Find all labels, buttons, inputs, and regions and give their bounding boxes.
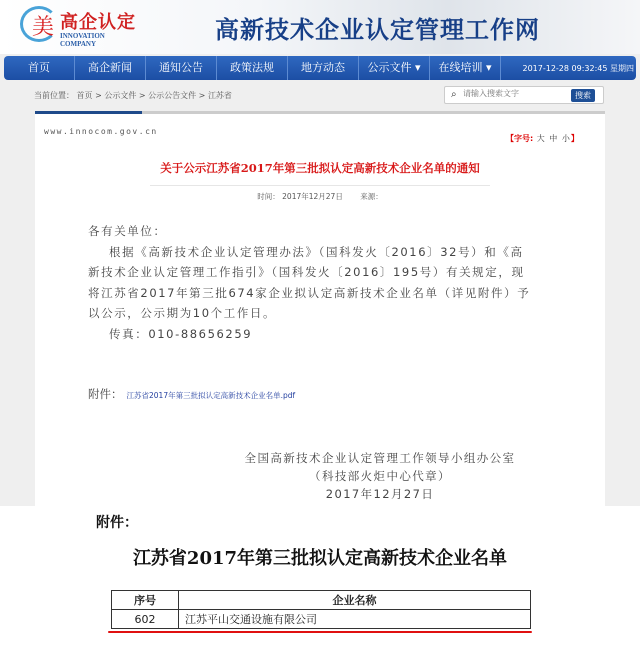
search-button[interactable]: 搜索: [571, 89, 595, 102]
breadcrumb-label: 当前位置：: [34, 91, 74, 100]
attachment-document: [0, 506, 640, 646]
logo-text: 高企认定: [60, 12, 136, 33]
nav-news[interactable]: 高企新闻: [75, 56, 146, 80]
signature-org: 全国高新技术企业认定管理工作领导小组办公室: [244, 451, 516, 465]
panel-top-bar: [35, 111, 605, 114]
nav-notices[interactable]: 通知公告: [146, 56, 217, 80]
logo-glyph-icon: 美: [32, 15, 55, 40]
logo-subtext: INNOVATION COMPANY: [60, 32, 105, 48]
font-size-switcher: [506, 133, 579, 144]
logo[interactable]: [20, 6, 140, 48]
site-header: [0, 0, 640, 54]
company-table: [111, 590, 531, 629]
highlight-underline: [108, 631, 532, 633]
breadcrumb-notice-docs[interactable]: 公示公告文件: [148, 91, 197, 100]
font-size-label: 【字号:: [506, 134, 534, 143]
article-body: 各有关单位： 根据《高新技术企业认定管理办法》（国科发火〔2016〕32号）和《高 新技术企业认定管理工作指引》（国科发火〔2016〕195号）有关规定，现 将江苏省2017年第三批674家企业拟认定高新技术企业名单（详见附件）予 以公示，公示期为10个工作日。 传真：010-88656259: [88, 224, 531, 341]
nav-local[interactable]: 地方动态: [288, 56, 359, 80]
nav-policies[interactable]: 政策法规: [217, 56, 288, 80]
site-url: www.innocom.gov.cn: [44, 127, 158, 136]
article-meta: 时间： 2017年12月27日 来源：: [257, 192, 383, 201]
article-title: 关于公示江苏省2017年第三批拟认定高新技术企业名单的通知: [160, 161, 480, 175]
nav-public-docs[interactable]: 公示文件 ▾: [359, 56, 430, 80]
breadcrumb-home[interactable]: 首页: [76, 91, 93, 100]
attachment-link[interactable]: 江苏省2017年第三批拟认定高新技术企业名单.pdf: [126, 391, 296, 400]
divider: [150, 185, 490, 186]
cell-number: 602: [112, 610, 179, 629]
search-box: [444, 86, 604, 104]
font-small[interactable]: 小: [561, 134, 570, 143]
site-title: 高新技术企业认定管理工作网: [215, 15, 540, 44]
nav-training[interactable]: 在线培训 ▾: [430, 56, 501, 80]
search-input[interactable]: [463, 89, 563, 98]
col-company: 企业名称: [179, 591, 531, 610]
nav-home[interactable]: 首页: [4, 56, 75, 80]
col-number: 序号: [112, 591, 179, 610]
table-row: [112, 610, 531, 629]
attachment-label: 附件：: [88, 387, 123, 401]
article-panel: [35, 111, 605, 506]
font-medium[interactable]: 中: [549, 134, 558, 143]
datetime: 2017-12-28 09:32:45 星期四: [522, 63, 634, 73]
table-header: [112, 591, 531, 610]
font-size-end: 】: [570, 134, 579, 143]
font-large[interactable]: 大: [536, 134, 545, 143]
breadcrumb: 当前位置： 首页 > 公示文件 > 公示公告文件 > 江苏省: [34, 91, 232, 100]
signature: [215, 449, 545, 503]
cell-company: 江苏平山交通设施有限公司: [179, 610, 531, 629]
signature-date: 2017年12月27日: [325, 487, 435, 501]
list-title: 江苏省2017年第三批拟认定高新技术企业名单: [132, 548, 508, 569]
main-nav: [4, 56, 636, 80]
search-icon: ⌕: [451, 89, 457, 100]
signature-seal: （科技部火炬中心代章）: [309, 469, 451, 483]
attachment-heading: 附件：: [96, 515, 138, 531]
breadcrumb-jiangsu[interactable]: 江苏省: [207, 91, 232, 100]
breadcrumb-public-docs[interactable]: 公示文件: [104, 91, 137, 100]
attachment: [88, 386, 295, 402]
